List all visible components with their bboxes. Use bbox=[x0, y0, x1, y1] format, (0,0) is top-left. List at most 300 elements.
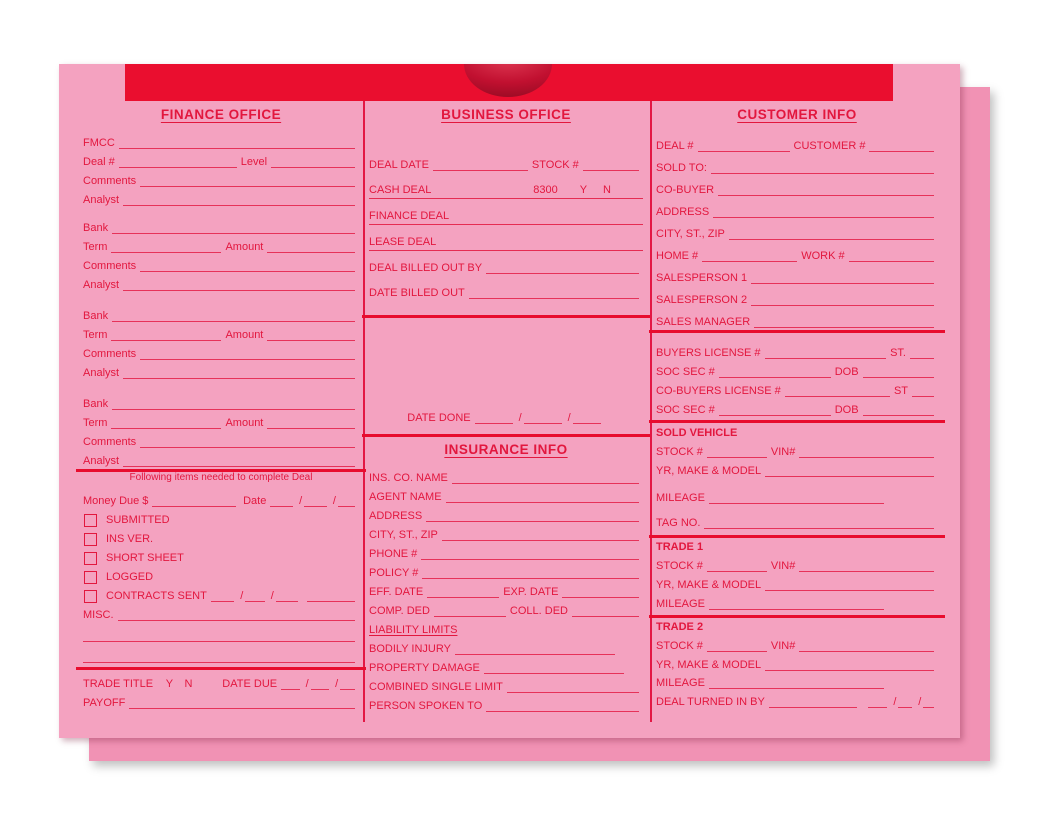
form-row bbox=[83, 644, 359, 665]
blank-fill-line bbox=[910, 357, 934, 359]
form-row bbox=[656, 176, 938, 198]
field-label: TAG NO. bbox=[656, 517, 701, 530]
form-row bbox=[656, 691, 938, 710]
date-separator: / bbox=[518, 412, 522, 425]
field-label: VIN# bbox=[770, 560, 796, 573]
spacer bbox=[435, 197, 533, 198]
form-row bbox=[369, 173, 643, 199]
form-row bbox=[656, 555, 938, 574]
blank-fill-line bbox=[707, 456, 767, 458]
field-label: SOLD TO: bbox=[656, 162, 707, 175]
field-label: Term bbox=[83, 329, 108, 342]
field-label: Amount bbox=[225, 329, 264, 342]
spacer bbox=[615, 197, 643, 198]
spacer bbox=[369, 301, 643, 315]
field-label: INS. CO. NAME bbox=[369, 472, 448, 485]
blank-fill-line bbox=[446, 501, 639, 503]
blank-fill-line bbox=[707, 650, 767, 652]
insurance-info-header bbox=[369, 441, 643, 461]
blank-fill-line bbox=[849, 260, 934, 262]
form-row bbox=[83, 255, 359, 274]
blank-fill-line bbox=[422, 577, 639, 579]
blank-fill-line bbox=[912, 395, 934, 397]
form-row bbox=[656, 264, 938, 286]
blank-fill-line bbox=[698, 150, 790, 152]
field-label: CITY, ST., ZIP bbox=[369, 529, 438, 542]
section-note: Following items needed to complete Deal bbox=[129, 472, 313, 483]
field-label: TRADE 2 bbox=[656, 621, 704, 634]
blank-fill-line bbox=[129, 707, 355, 709]
field-label: SOLD VEHICLE bbox=[656, 427, 738, 440]
customer-info-title: CUSTOMER INFO bbox=[737, 107, 857, 122]
field-label: LIABILITY LIMITS bbox=[369, 624, 458, 637]
field-label: MISC. bbox=[83, 609, 114, 622]
field-label: BUYERS LICENSE # bbox=[656, 347, 761, 360]
form-row bbox=[656, 574, 938, 593]
field-label: STOCK # bbox=[656, 640, 703, 653]
form-row bbox=[656, 673, 938, 691]
form-row bbox=[369, 524, 643, 543]
field-label: PAYOFF bbox=[83, 697, 126, 710]
blank-fill-line bbox=[868, 706, 888, 708]
form-row bbox=[369, 148, 643, 173]
field-label: N bbox=[603, 184, 611, 197]
form-row bbox=[369, 695, 643, 714]
form-row bbox=[83, 132, 359, 151]
form-row bbox=[369, 562, 643, 581]
blank-fill-line bbox=[123, 377, 355, 379]
spacer bbox=[240, 508, 243, 509]
blank-fill-line bbox=[765, 357, 887, 359]
blank-fill-line bbox=[426, 520, 639, 522]
field-label: CASH DEAL bbox=[369, 184, 432, 197]
field-label: Comments bbox=[83, 175, 137, 188]
blank-fill-line bbox=[152, 505, 236, 507]
field-label: Term bbox=[83, 417, 108, 430]
field-label: Bank bbox=[83, 398, 109, 411]
blank-fill-line bbox=[267, 251, 355, 253]
blank-fill-line bbox=[704, 527, 934, 529]
blank-fill-line bbox=[713, 216, 934, 218]
spacer bbox=[656, 333, 938, 342]
blank-fill-line bbox=[123, 204, 355, 206]
blank-fill-line bbox=[524, 422, 562, 424]
field-label: SALESPERSON 1 bbox=[656, 272, 748, 285]
field-label: VIN# bbox=[770, 640, 796, 653]
checkbox bbox=[84, 514, 97, 527]
date-separator: / bbox=[918, 696, 922, 709]
form-row bbox=[369, 619, 643, 638]
field-label: POLICY # bbox=[369, 567, 419, 580]
blank-fill-line bbox=[270, 505, 293, 507]
field-label: Term bbox=[83, 241, 108, 254]
spacer bbox=[591, 197, 603, 198]
form-row bbox=[369, 199, 643, 225]
field-label: DOB bbox=[834, 404, 859, 417]
blank-fill-line bbox=[583, 169, 639, 171]
spacer bbox=[196, 691, 222, 692]
blank-fill-line bbox=[562, 596, 639, 598]
field-label: Bank bbox=[83, 310, 109, 323]
section-divider-rule bbox=[362, 434, 650, 437]
date-separator: / bbox=[305, 678, 309, 691]
form-row bbox=[83, 189, 359, 208]
blank-fill-line bbox=[140, 185, 355, 187]
blank-fill-line bbox=[869, 150, 934, 152]
field-label: SHORT SHEET bbox=[106, 552, 184, 565]
field-label: DEAL TURNED IN BY bbox=[656, 696, 765, 709]
spacer bbox=[656, 479, 938, 487]
field-label: COMP. DED bbox=[369, 605, 430, 618]
field-label: HOME # bbox=[656, 250, 699, 263]
field-label: PERSON SPOKEN TO bbox=[369, 700, 483, 713]
form-row bbox=[656, 654, 938, 673]
spacer bbox=[369, 426, 643, 434]
field-label: VIN# bbox=[770, 446, 796, 459]
form-row bbox=[83, 324, 359, 343]
field-label: Amount bbox=[225, 417, 264, 430]
field-label: LEASE DEAL bbox=[369, 236, 437, 249]
blank-fill-line bbox=[304, 505, 327, 507]
form-row bbox=[369, 505, 643, 524]
form-row bbox=[656, 618, 938, 635]
blank-fill-line bbox=[765, 669, 934, 671]
blank-fill-line bbox=[123, 465, 355, 467]
date-separator: / bbox=[893, 696, 897, 709]
field-label: YR, MAKE & MODEL bbox=[656, 579, 762, 592]
blank-fill-line bbox=[799, 456, 934, 458]
form-row bbox=[83, 623, 359, 644]
field-label: Money Due $ bbox=[83, 495, 149, 508]
field-label: Bank bbox=[83, 222, 109, 235]
field-label: DOB bbox=[834, 366, 859, 379]
field-label: MILEAGE bbox=[656, 492, 705, 505]
spacer bbox=[83, 381, 359, 393]
form-row bbox=[83, 412, 359, 431]
field-label: SUBMITTED bbox=[106, 514, 170, 527]
field-label: Analyst bbox=[83, 367, 120, 380]
form-row bbox=[83, 692, 359, 711]
field-label: DATE DONE bbox=[407, 412, 471, 425]
blank-fill-line bbox=[923, 706, 934, 708]
field-label: PROPERTY DAMAGE bbox=[369, 662, 480, 675]
field-label: Y bbox=[579, 184, 588, 197]
field-label: ST. bbox=[890, 347, 906, 360]
blank-fill-line bbox=[112, 320, 355, 322]
field-label: CONTRACTS SENT bbox=[106, 590, 207, 603]
field-label: Comments bbox=[83, 260, 137, 273]
form-row bbox=[656, 380, 938, 399]
form-row bbox=[369, 600, 643, 619]
blank-fill-line bbox=[486, 710, 639, 712]
field-label: CITY, ST., ZIP bbox=[656, 228, 725, 241]
form-row bbox=[369, 276, 643, 301]
blank-fill-line bbox=[573, 422, 601, 424]
customer-info-column bbox=[656, 106, 938, 710]
blank-fill-line bbox=[433, 169, 528, 171]
field-label: CO-BUYER bbox=[656, 184, 715, 197]
blank-fill-line bbox=[719, 414, 831, 416]
form-row bbox=[656, 361, 938, 380]
field-label: SOC SEC # bbox=[656, 404, 715, 417]
blank-fill-line bbox=[863, 376, 934, 378]
form-row bbox=[83, 450, 359, 469]
blank-fill-line bbox=[702, 260, 797, 262]
form-row bbox=[656, 198, 938, 220]
field-label: YR, MAKE & MODEL bbox=[656, 465, 762, 478]
form-row bbox=[83, 509, 359, 528]
blank-fill-line bbox=[340, 688, 355, 690]
blank-fill-line bbox=[267, 427, 355, 429]
field-label: COMBINED SINGLE LIMIT bbox=[369, 681, 503, 694]
blank-fill-line bbox=[799, 650, 934, 652]
blank-fill-line bbox=[751, 282, 934, 284]
blank-fill-line bbox=[486, 272, 639, 274]
field-label: STOCK # bbox=[656, 560, 703, 573]
form-row bbox=[83, 274, 359, 293]
blank-fill-line bbox=[140, 270, 355, 272]
blank-fill-line bbox=[572, 615, 639, 617]
form-row bbox=[83, 604, 359, 623]
field-label: STOCK # bbox=[531, 159, 579, 172]
form-row bbox=[83, 217, 359, 236]
form-row bbox=[83, 670, 359, 692]
form-row bbox=[83, 151, 359, 170]
field-label: FINANCE DEAL bbox=[369, 210, 450, 223]
form-row bbox=[369, 638, 643, 657]
blank-fill-line bbox=[729, 238, 934, 240]
field-label: MILEAGE bbox=[656, 598, 705, 611]
blank-fill-line bbox=[475, 422, 513, 424]
blank-fill-line bbox=[427, 596, 499, 598]
field-label: Y bbox=[165, 678, 174, 691]
blank-fill-line bbox=[719, 376, 831, 378]
blank-fill-line bbox=[452, 482, 639, 484]
field-label: ADDRESS bbox=[369, 510, 423, 523]
checkbox bbox=[84, 590, 97, 603]
blank-fill-line bbox=[863, 414, 934, 416]
checkbox bbox=[84, 571, 97, 584]
blank-fill-line bbox=[751, 304, 934, 306]
blank-fill-line bbox=[709, 502, 884, 504]
field-label: Analyst bbox=[83, 279, 120, 292]
field-label: 8300 bbox=[533, 184, 558, 197]
field-label: Date bbox=[243, 495, 267, 508]
form-row bbox=[656, 308, 938, 330]
field-label: WORK # bbox=[801, 250, 845, 263]
form-row bbox=[656, 154, 938, 176]
blank-fill-line bbox=[111, 251, 221, 253]
form-row bbox=[369, 676, 643, 695]
field-label: CO-BUYERS LICENSE # bbox=[656, 385, 781, 398]
blank-fill-line bbox=[898, 706, 912, 708]
field-label: COLL. DED bbox=[509, 605, 568, 618]
form-row bbox=[656, 635, 938, 654]
blank-fill-line bbox=[112, 408, 355, 410]
blank-fill-line bbox=[421, 558, 639, 560]
blank-fill-line bbox=[765, 475, 934, 477]
form-row bbox=[369, 486, 643, 505]
checkbox bbox=[84, 552, 97, 565]
customer-info-header bbox=[656, 106, 938, 126]
business-office-header bbox=[369, 106, 643, 126]
blank-fill-line bbox=[245, 600, 264, 602]
blank-fill-line bbox=[307, 600, 355, 602]
date-separator: / bbox=[567, 412, 571, 425]
blank-fill-line bbox=[707, 570, 767, 572]
form-row bbox=[83, 305, 359, 324]
form-row bbox=[369, 406, 643, 426]
blank-fill-line bbox=[765, 589, 934, 591]
form-row bbox=[656, 132, 938, 154]
finance-office-title: FINANCE OFFICE bbox=[160, 107, 282, 122]
form-row bbox=[656, 242, 938, 264]
blank-fill-line bbox=[267, 339, 355, 341]
business-office-title: BUSINESS OFFICE bbox=[441, 107, 571, 122]
form-row bbox=[369, 225, 643, 251]
form-row bbox=[369, 581, 643, 600]
blank-fill-line bbox=[271, 166, 355, 168]
deal-jacket-envelope bbox=[59, 64, 960, 738]
field-label: PHONE # bbox=[369, 548, 418, 561]
blank-fill-line bbox=[709, 687, 884, 689]
column-divider-right bbox=[650, 101, 652, 722]
date-separator: / bbox=[335, 678, 339, 691]
form-row bbox=[83, 362, 359, 381]
blank-fill-line bbox=[311, 688, 329, 690]
form-row bbox=[656, 399, 938, 418]
blank-fill-line bbox=[785, 395, 890, 397]
blank-fill-line bbox=[119, 147, 355, 149]
date-separator: / bbox=[240, 590, 244, 603]
form-row bbox=[83, 566, 359, 585]
form-row bbox=[369, 251, 643, 276]
form-row bbox=[656, 512, 938, 531]
field-label: AGENT NAME bbox=[369, 491, 442, 504]
blank-fill-line bbox=[118, 619, 355, 621]
field-label: Level bbox=[240, 156, 268, 169]
blank-fill-line bbox=[507, 691, 639, 693]
blank-fill-line bbox=[119, 166, 237, 168]
blank-fill-line bbox=[799, 570, 934, 572]
checkbox bbox=[84, 533, 97, 546]
blank-fill-line bbox=[140, 358, 355, 360]
blank-fill-line bbox=[338, 505, 355, 507]
blank-fill-line bbox=[754, 326, 934, 328]
form-row bbox=[656, 220, 938, 242]
form-row bbox=[83, 393, 359, 412]
spacer bbox=[157, 691, 166, 692]
field-label: INS VER. bbox=[106, 533, 154, 546]
form-row bbox=[83, 431, 359, 450]
field-label: STOCK # bbox=[656, 446, 703, 459]
blank-fill-line bbox=[123, 289, 355, 291]
field-label: ST bbox=[893, 385, 908, 398]
blank-fill-line bbox=[769, 706, 858, 708]
field-label: DATE DUE bbox=[222, 678, 278, 691]
field-label: ADDRESS bbox=[656, 206, 710, 219]
finance-office-header bbox=[83, 106, 359, 126]
form-row bbox=[83, 488, 359, 509]
form-row bbox=[83, 528, 359, 547]
field-label: Analyst bbox=[83, 455, 120, 468]
field-label: SALESPERSON 2 bbox=[656, 294, 748, 307]
spacer bbox=[562, 197, 580, 198]
form-row bbox=[369, 657, 643, 676]
blank-fill-line bbox=[709, 608, 884, 610]
form-row bbox=[83, 585, 359, 604]
field-label: FMCC bbox=[83, 137, 115, 150]
blank-fill-line bbox=[711, 172, 934, 174]
form-row bbox=[369, 467, 643, 486]
field-label: TRADE 1 bbox=[656, 541, 704, 554]
blank-fill-line bbox=[455, 653, 615, 655]
blank-fill-line bbox=[281, 688, 299, 690]
spacer bbox=[302, 603, 307, 604]
field-label: DEAL DATE bbox=[369, 159, 429, 172]
column-divider-left bbox=[363, 101, 365, 722]
blank-fill-line bbox=[276, 600, 298, 602]
form-row bbox=[656, 538, 938, 555]
spacer bbox=[83, 293, 359, 305]
field-label: Analyst bbox=[83, 194, 120, 207]
blank-fill-line bbox=[442, 539, 639, 541]
form-row bbox=[83, 343, 359, 362]
form-row bbox=[656, 286, 938, 308]
field-label: SALES MANAGER bbox=[656, 316, 751, 329]
field-label: N bbox=[184, 678, 193, 691]
blank-fill-line bbox=[83, 640, 355, 642]
blank-fill-line bbox=[83, 661, 355, 663]
date-separator: / bbox=[332, 495, 336, 508]
field-label: CUSTOMER # bbox=[793, 140, 866, 153]
blank-fill-line bbox=[434, 615, 506, 617]
field-label: YR, MAKE & MODEL bbox=[656, 659, 762, 672]
form-row bbox=[83, 170, 359, 189]
field-label: Comments bbox=[83, 436, 137, 449]
form-row bbox=[369, 543, 643, 562]
blank-fill-line bbox=[111, 427, 221, 429]
field-label: Comments bbox=[83, 348, 137, 361]
date-separator: / bbox=[270, 590, 274, 603]
date-separator: / bbox=[299, 495, 303, 508]
spacer bbox=[83, 208, 359, 217]
field-label: MILEAGE bbox=[656, 677, 705, 690]
spacer bbox=[861, 709, 867, 710]
spacer bbox=[369, 132, 643, 148]
field-label: LOGGED bbox=[106, 571, 154, 584]
field-label: BODILY INJURY bbox=[369, 643, 451, 656]
form-row bbox=[656, 342, 938, 361]
business-office-column bbox=[369, 106, 643, 714]
blank-fill-line bbox=[140, 446, 355, 448]
form-row bbox=[83, 547, 359, 566]
form-row bbox=[83, 236, 359, 255]
form-row bbox=[656, 441, 938, 460]
field-label: EXP. DATE bbox=[503, 586, 559, 599]
field-label: Amount bbox=[225, 241, 264, 254]
blank-fill-line bbox=[484, 672, 624, 674]
blank-fill-line bbox=[211, 600, 234, 602]
form-row bbox=[656, 423, 938, 441]
form-row bbox=[656, 460, 938, 479]
form-row bbox=[656, 487, 938, 506]
blank-fill-line bbox=[112, 232, 355, 234]
field-label: Deal # bbox=[83, 156, 115, 169]
spacer bbox=[369, 318, 643, 406]
finance-office-column bbox=[83, 106, 359, 711]
field-label: DEAL # bbox=[656, 140, 694, 153]
